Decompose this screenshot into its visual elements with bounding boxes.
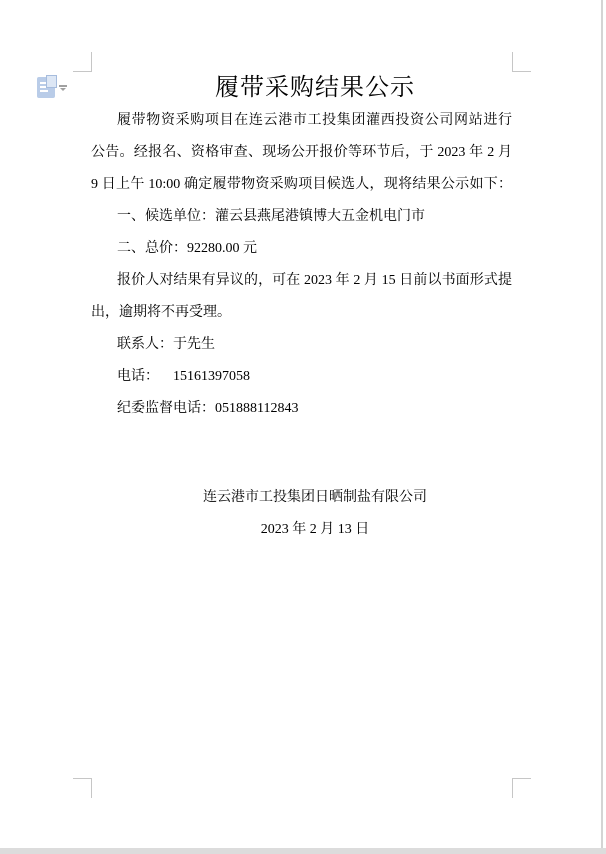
signature-date: 2023 年 2 月 13 日 xyxy=(260,522,370,537)
chevron-down-icon xyxy=(59,85,67,87)
page-right-edge xyxy=(601,0,603,848)
margin-crop-mark-bottom-right xyxy=(512,778,531,798)
margin-crop-mark-bottom-left xyxy=(73,778,92,798)
doc-line: 履带物资采购项目在连云港市工投集团灌西投资公司网站进行 xyxy=(117,113,512,128)
margin-crop-mark-top-right xyxy=(512,52,531,72)
signature-company: 连云港市工投集团日晒制盐有限公司 xyxy=(203,490,427,505)
paste-options-button[interactable] xyxy=(36,75,70,101)
margin-crop-mark-top-left xyxy=(73,52,92,72)
doc-title: 履带采购结果公示 xyxy=(215,75,415,101)
paste-page-icon xyxy=(46,75,57,88)
doc-line: 电话： 15161397058 xyxy=(117,369,250,384)
doc-line: 联系人：于先生 xyxy=(117,337,215,352)
doc-line: 公告。经报名、资格审查、现场公开报价等环节后，于 2023 年 2 月 xyxy=(91,145,512,160)
page-bottom-edge xyxy=(0,848,606,854)
doc-line: 出，逾期将不再受理。 xyxy=(91,305,231,320)
chevron-down-icon xyxy=(60,88,66,91)
doc-line: 二、总价：92280.00 元 xyxy=(117,241,257,256)
signature-block xyxy=(91,482,512,546)
doc-line: 9 日上午 10:00 确定履带物资采购项目候选人，现将结果公示如下： xyxy=(91,177,512,192)
document-edit-area[interactable] xyxy=(91,72,512,546)
doc-line: 一、候选单位：灌云县燕尾港镇博大五金机电门市 xyxy=(117,209,425,224)
doc-line: 报价人对结果有异议的，可在 2023 年 2 月 15 日前以书面形式提 xyxy=(117,273,512,288)
doc-line: 纪委监督电话：051888112843 xyxy=(117,401,299,416)
